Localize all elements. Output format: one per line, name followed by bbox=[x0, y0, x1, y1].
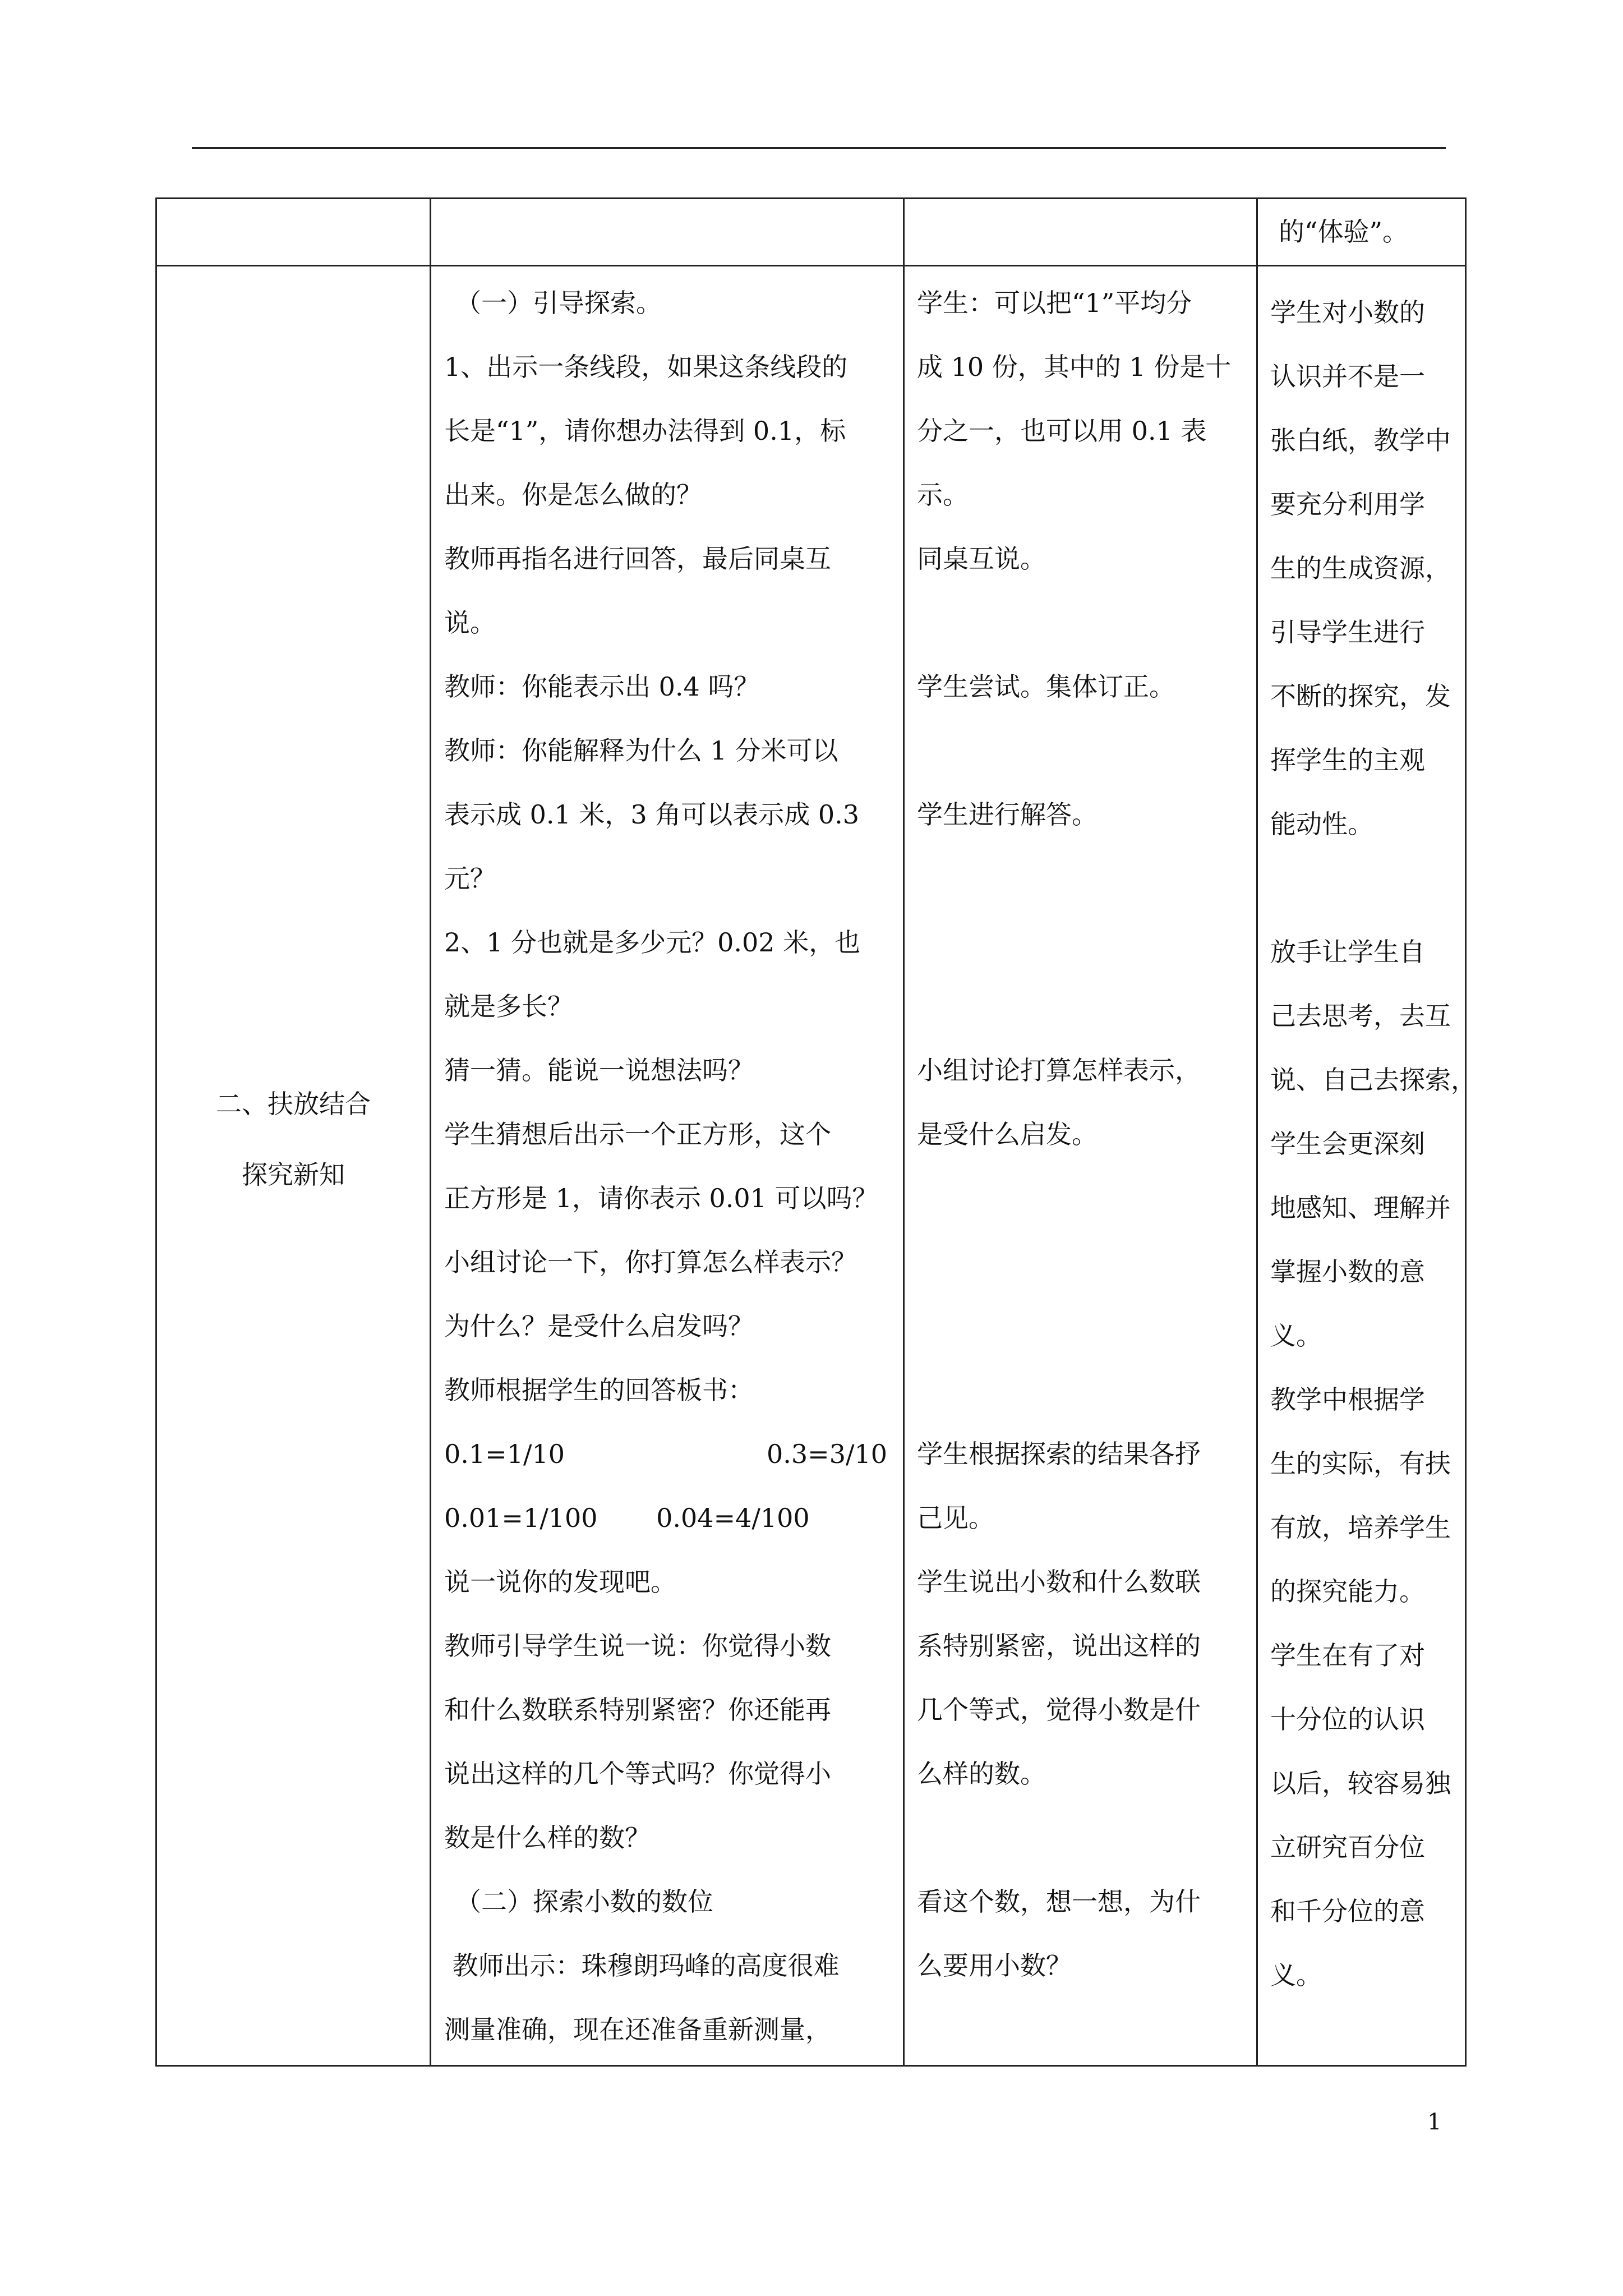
teacher-line: 和什么数联系特别紧密？你还能再 bbox=[444, 1695, 831, 1725]
student-line: 系特别紧密，说出这样的 bbox=[917, 1631, 1201, 1661]
intent-line: 以后，较容易独 bbox=[1270, 1768, 1451, 1798]
teacher-line: 说一说你的发现吧。 bbox=[444, 1567, 676, 1597]
teacher-line: 正方形是 1，请你表示 0.01 可以吗？ bbox=[444, 1183, 878, 1213]
stage-title: 二、扶放结合 bbox=[216, 1089, 371, 1119]
teacher-line: 1、出示一条线段，如果这条线段的 bbox=[444, 352, 848, 382]
student-line: 己见。 bbox=[917, 1503, 994, 1533]
stage-cell bbox=[157, 1069, 430, 1210]
teacher-line: 表示成 0.1 米，3 角可以表示成 0.3 bbox=[444, 799, 860, 830]
row-divider bbox=[157, 265, 1465, 266]
teacher-line: 测量准确，现在还准备重新测量， bbox=[444, 2014, 831, 2045]
intent-line: 有放，培养学生 bbox=[1270, 1512, 1451, 1543]
intent-line: 说、自己去探索， bbox=[1270, 1065, 1477, 1095]
teacher-line: 学生猜想后出示一个正方形，这个 bbox=[444, 1119, 831, 1149]
intent-line: 十分位的认识 bbox=[1270, 1704, 1425, 1734]
intent-line: 学生在有了对 bbox=[1270, 1640, 1425, 1671]
column-divider bbox=[1256, 199, 1258, 2065]
equation-row bbox=[444, 1486, 887, 1550]
teacher-line: 2、1 分也就是多少元？0.02 米，也 bbox=[444, 927, 861, 958]
student-line: 学生进行解答。 bbox=[917, 799, 1098, 830]
student-line: 小组讨论打算怎样表示， bbox=[917, 1055, 1201, 1085]
equation: 0.1=1/10 bbox=[444, 1439, 565, 1469]
teacher-line: 小组讨论一下，你打算怎么样表示？ bbox=[444, 1247, 857, 1277]
teacher-activity-cell bbox=[444, 271, 887, 2062]
intent-line: 己去思考，去互 bbox=[1270, 1001, 1451, 1031]
intent-line: 教学中根据学 bbox=[1270, 1384, 1425, 1415]
intent-line: 放手让学生自 bbox=[1270, 937, 1425, 967]
intent-line: 挥学生的主观 bbox=[1270, 745, 1425, 775]
intent-line: 掌握小数的意 bbox=[1270, 1257, 1425, 1287]
lesson-table bbox=[155, 197, 1477, 2067]
student-line: 成 10 份，其中的 1 份是十 bbox=[917, 352, 1232, 382]
intent-line: 义。 bbox=[1270, 1320, 1322, 1351]
teacher-line: 教师再指名进行回答，最后同桌互 bbox=[444, 544, 831, 574]
teacher-line: 出来。你是怎么做的？ bbox=[444, 480, 702, 510]
header-rule bbox=[192, 147, 1446, 149]
teacher-line: 长是“1”，请你想办法得到 0.1，标 bbox=[444, 416, 846, 446]
student-line: 同桌互说。 bbox=[917, 544, 1046, 574]
intent-line: 和千分位的意 bbox=[1270, 1896, 1425, 1926]
intent-line: 认识并不是一 bbox=[1270, 361, 1425, 392]
student-line: 是受什么启发。 bbox=[917, 1119, 1098, 1149]
intent-line: 生的实际，有扶 bbox=[1270, 1448, 1451, 1479]
teacher-line: 元？ bbox=[444, 863, 496, 894]
intent-line: 生的生成资源， bbox=[1270, 553, 1451, 583]
equation: 0.01=1/100 bbox=[444, 1503, 598, 1533]
student-line: 学生尝试。集体订正。 bbox=[917, 671, 1175, 702]
teacher-line: 教师：你能表示出 0.4 吗？ bbox=[444, 671, 760, 702]
equation: 0.04=4/100 bbox=[656, 1503, 810, 1533]
student-line: 么要用小数？ bbox=[917, 1950, 1072, 1981]
intent-line: 张白纸，教学中 bbox=[1270, 425, 1451, 455]
row1-intent-cell: 的“体验”。 bbox=[1279, 217, 1409, 247]
student-line: 学生根据探索的结果各抒 bbox=[917, 1439, 1201, 1469]
intent-line: 能动性。 bbox=[1270, 809, 1373, 839]
column-divider bbox=[903, 199, 905, 2065]
intent-line: 学生对小数的 bbox=[1270, 297, 1425, 328]
intent-line: 要充分利用学 bbox=[1270, 489, 1425, 519]
stage-subtitle: 探究新知 bbox=[242, 1159, 345, 1190]
teacher-line: 为什么？是受什么启发吗？ bbox=[444, 1311, 754, 1341]
teacher-line: 数是什么样的数？ bbox=[444, 1823, 651, 1853]
equation: 0.3=3/10 bbox=[767, 1439, 887, 1469]
student-activity-cell bbox=[917, 271, 1231, 1998]
intent-line: 引导学生进行 bbox=[1270, 617, 1425, 647]
equation-row bbox=[444, 1422, 887, 1486]
teacher-line: 就是多长？ bbox=[444, 991, 573, 1022]
intent-line: 学生会更深刻 bbox=[1270, 1129, 1425, 1159]
teacher-line: 猜一猜。能说一说想法吗？ bbox=[444, 1055, 754, 1085]
student-line: 示。 bbox=[917, 480, 969, 510]
student-line: 么样的数。 bbox=[917, 1759, 1046, 1789]
page-number: 1 bbox=[1427, 2109, 1442, 2135]
intent-line: 的探究能力。 bbox=[1270, 1576, 1425, 1607]
student-line: 几个等式，觉得小数是什 bbox=[917, 1695, 1201, 1725]
student-line: 分之一，也可以用 0.1 表 bbox=[917, 416, 1207, 446]
intent-line: 地感知、理解并 bbox=[1270, 1193, 1451, 1223]
student-line: 学生：可以把“1”平均分 bbox=[917, 288, 1192, 318]
student-line: 学生说出小数和什么数联 bbox=[917, 1567, 1201, 1597]
column-divider bbox=[430, 199, 431, 2065]
teacher-line: （二）探索小数的数位 bbox=[455, 1887, 713, 1917]
teacher-line: 说。 bbox=[444, 608, 496, 638]
teacher-line: 教师出示：珠穆朗玛峰的高度很难 bbox=[444, 1950, 840, 1981]
teacher-line: 教师引导学生说一说：你觉得小数 bbox=[444, 1631, 831, 1661]
teacher-line: （一）引导探索。 bbox=[455, 288, 662, 318]
teacher-line: 教师根据学生的回答板书： bbox=[444, 1375, 754, 1405]
teacher-line: 教师：你能解释为什么 1 分米可以 bbox=[444, 735, 838, 766]
teacher-line: 说出这样的几个等式吗？你觉得小 bbox=[444, 1759, 831, 1789]
intent-line: 立研究百分位 bbox=[1270, 1832, 1425, 1862]
intent-line: 义。 bbox=[1270, 1960, 1322, 1990]
student-line: 看这个数，想一想，为什 bbox=[917, 1887, 1201, 1917]
intent-line: 不断的探究，发 bbox=[1270, 681, 1451, 711]
design-intent-cell bbox=[1270, 280, 1477, 2007]
